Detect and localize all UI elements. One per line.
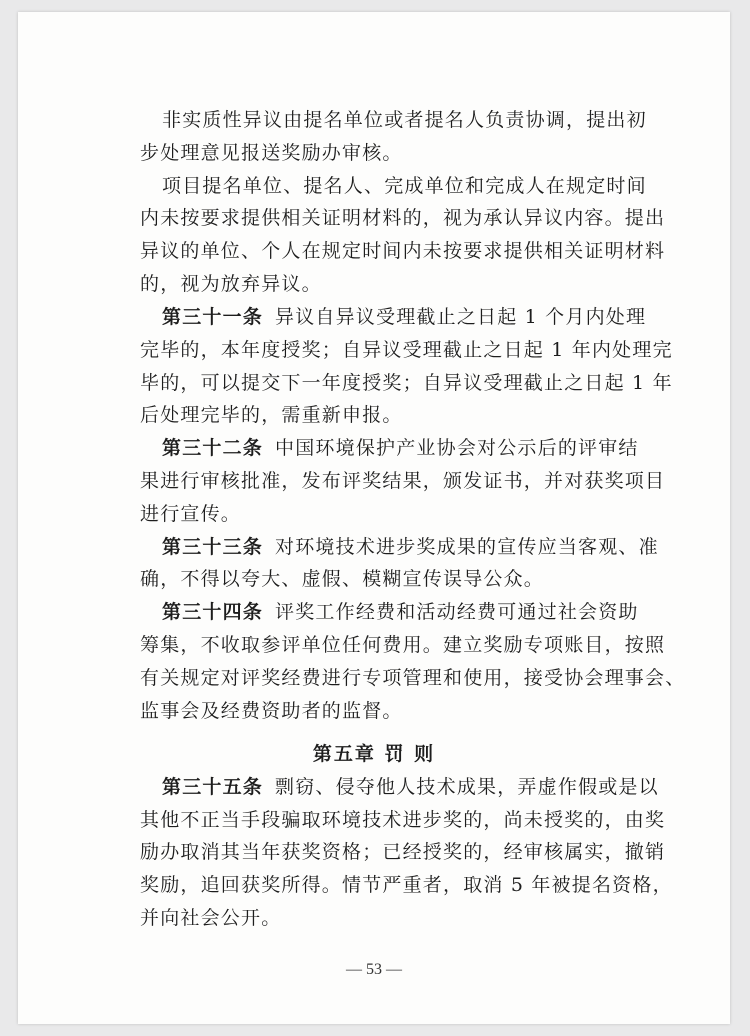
paragraph-line: 奖励，追回获奖所得。情节严重者，取消 5 年被提名资格， — [140, 874, 673, 897]
article-31-heading: 第三十一条 — [162, 305, 264, 328]
paragraph-line: 进行宣传。 — [140, 502, 242, 525]
article-33-text: 对环境技术进步奖成果的宣传应当客观、准 — [275, 535, 659, 558]
paragraph-line: 监事会及经费资助者的监督。 — [140, 699, 403, 722]
paragraph-line: 后处理完毕的，需重新申报。 — [140, 404, 403, 427]
article-35-heading: 第三十五条 — [162, 775, 264, 798]
paragraph-line: 并向社会公开。 — [140, 907, 282, 929]
article-32-first-line — [162, 436, 639, 460]
paragraph-line: 异议的单位、个人在规定时间内未按要求提供相关证明材料 — [140, 240, 666, 263]
paragraph-line: 项目提名单位、提名人、完成单位和完成人在规定时间 — [162, 174, 647, 197]
chapter-title: 第五章 罚 则 — [312, 742, 436, 765]
article-33-heading: 第三十三条 — [162, 535, 264, 558]
document-page — [18, 12, 730, 1024]
paragraph-line: 果进行审核批准，发布评奖结果，颁发证书，并对获奖项目 — [140, 470, 666, 492]
paragraph-line: 有关规定对评奖经费进行专项管理和使用，接受协会理事会、 — [140, 666, 686, 689]
article-32-text: 中国环境保护产业协会对公示后的评审结 — [275, 437, 639, 460]
article-32-heading: 第三十二条 — [162, 437, 264, 460]
paragraph-line: 完毕的，本年度授奖；自异议受理截止之日起 1 年内处理完 — [140, 338, 673, 361]
paragraph-line: 励办取消其当年获奖资格；已经授奖的，经审核属实，撤销 — [140, 841, 666, 864]
article-35-first-line — [162, 775, 659, 799]
paragraph-line: 内未按要求提供相关证明材料的，视为承认异议内容。提出 — [140, 207, 666, 230]
paragraph-line: 毕的，可以提交下一年度授奖；自异议受理截止之日起 1 年 — [140, 371, 673, 394]
article-31-first-line — [162, 305, 646, 329]
article-34-heading: 第三十四条 — [162, 601, 264, 624]
article-34-first-line — [162, 600, 639, 624]
paragraph-line: 非实质性异议由提名单位或者提名人负责协调，提出初 — [162, 109, 647, 131]
paragraph-line: 其他不正当手段骗取环境技术进步奖的，尚未授奖的，由奖 — [140, 808, 666, 831]
paragraph-line: 步处理意见报送奖励办审核。 — [140, 141, 403, 164]
article-31-text: 异议自异议受理截止之日起 1 个月内处理 — [275, 305, 647, 328]
paragraph-line: 确，不得以夸大、虚假、模糊宣传误导公众。 — [140, 568, 545, 591]
page-number: — 53 — — [346, 961, 402, 978]
paragraph-line: 筹集，不收取参评单位任何费用。建立奖励专项账目，按照 — [140, 634, 666, 657]
article-35-text: 剽窃、侵夺他人技术成果，弄虚作假或是以 — [275, 775, 659, 798]
article-33-first-line — [162, 535, 659, 559]
document-body — [18, 12, 730, 1024]
article-34-text: 评奖工作经费和活动经费可通过社会资助 — [275, 601, 639, 624]
paragraph-line: 的，视为放弃异议。 — [140, 273, 322, 296]
